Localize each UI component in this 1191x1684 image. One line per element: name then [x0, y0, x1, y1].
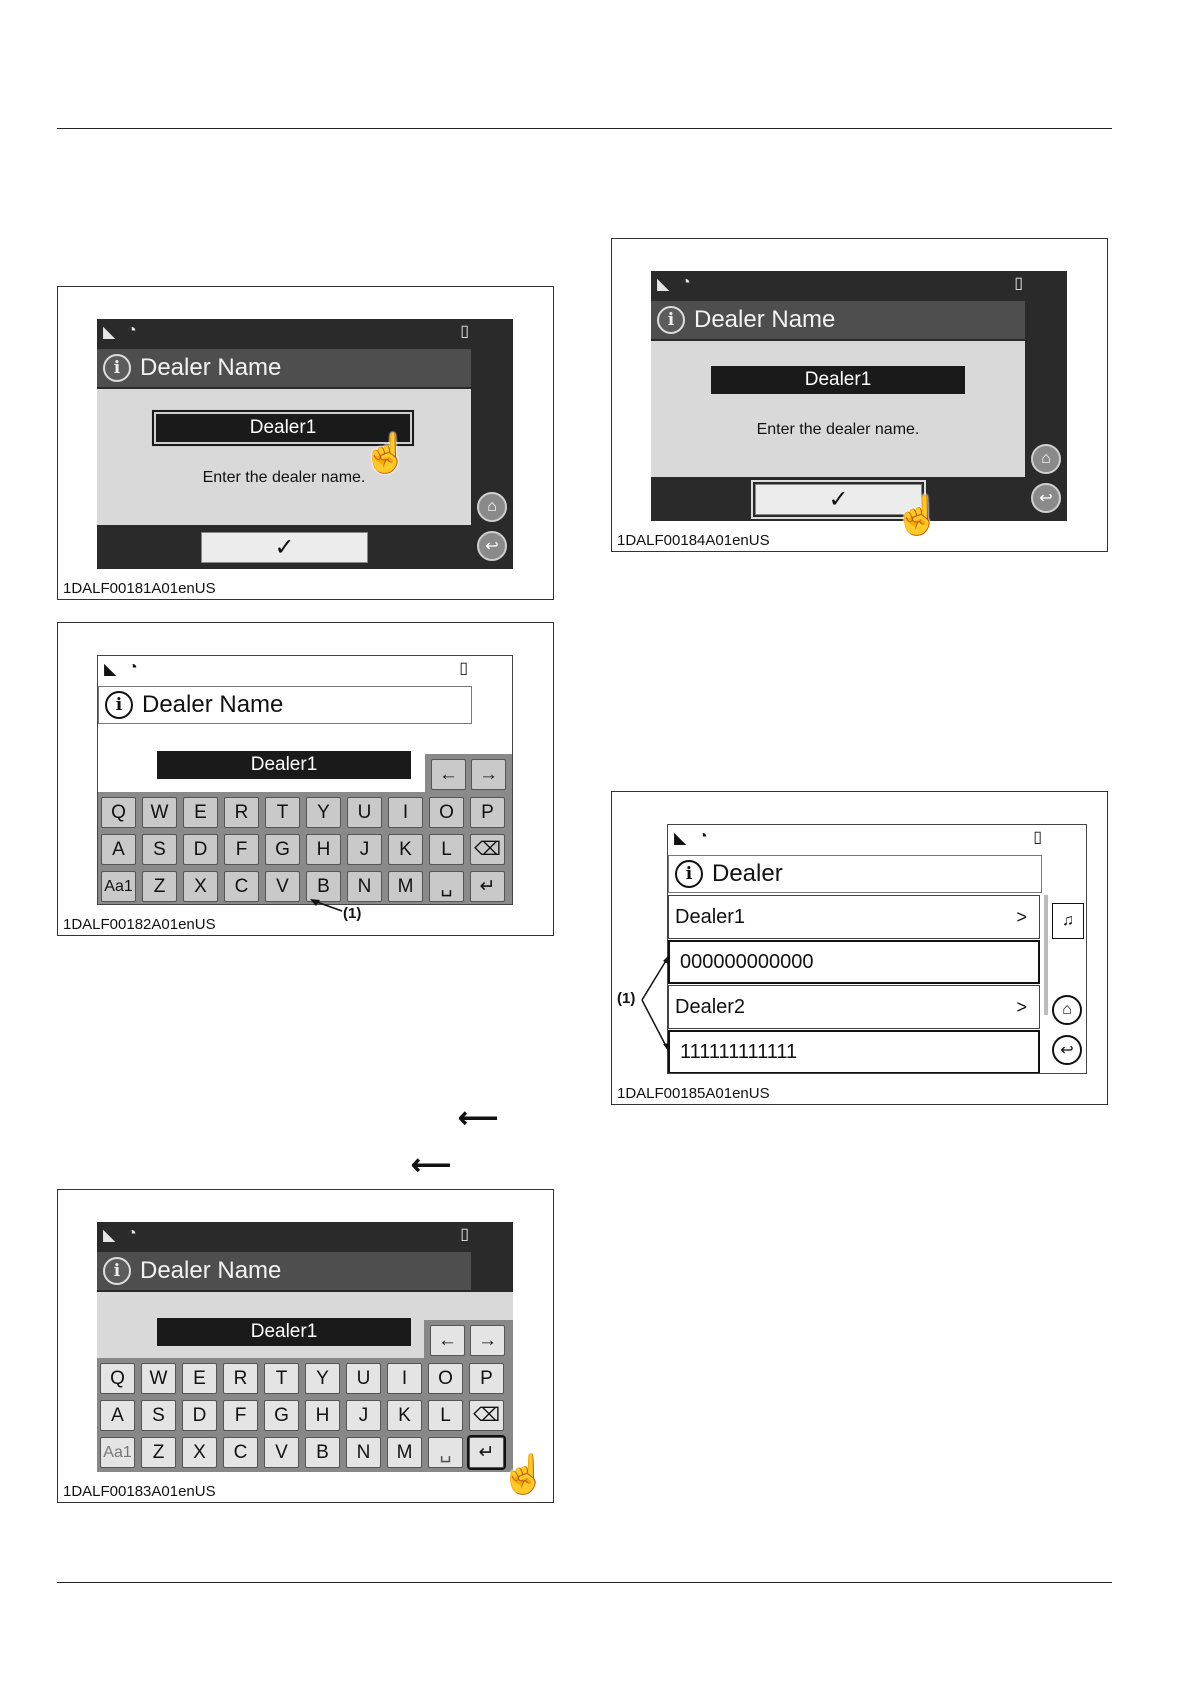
callout-leaders: [612, 792, 1109, 1106]
dealer-name-field[interactable]: Dealer1: [711, 366, 965, 394]
speedometer-icon: ◔: [127, 1225, 137, 1242]
key-1-7[interactable]: U: [347, 797, 382, 828]
key-2-7[interactable]: J: [347, 834, 382, 865]
key-3-8[interactable]: M: [387, 1437, 422, 1468]
key-3-8[interactable]: M: [388, 871, 423, 902]
key-2-1[interactable]: A: [101, 834, 136, 865]
info-icon[interactable]: i: [105, 691, 133, 719]
key-3-9[interactable]: ␣: [428, 1437, 463, 1468]
screen-181: [97, 319, 513, 569]
home-button[interactable]: ⌂: [1052, 995, 1082, 1025]
key-1-4[interactable]: R: [223, 1363, 258, 1394]
key-3-3[interactable]: X: [182, 1437, 217, 1468]
figure-184: [611, 238, 1108, 552]
status-bar: [97, 1222, 513, 1252]
battery-icon: ▯: [460, 323, 469, 340]
figure-181: [57, 286, 554, 600]
key-1-9[interactable]: O: [428, 1363, 463, 1394]
speedometer-icon: ◔: [681, 274, 691, 291]
turtle-icon: ◣: [103, 1227, 116, 1244]
key-3-9[interactable]: ␣: [429, 871, 464, 902]
key-1-6[interactable]: Y: [305, 1363, 340, 1394]
key-3-1[interactable]: Aa1: [101, 871, 136, 902]
figure-caption: 1DALF00183A01enUS: [63, 1483, 216, 1500]
key-2-8[interactable]: K: [388, 834, 423, 865]
key-2-2[interactable]: S: [142, 834, 177, 865]
figure-182: [57, 622, 554, 936]
sound-icon: ♫: [1062, 912, 1074, 929]
speedometer-icon: ◔: [698, 828, 708, 845]
cursor-left-key[interactable]: ←: [430, 1325, 465, 1356]
page-title: Dealer Name: [142, 691, 284, 718]
screen-184: [651, 271, 1067, 521]
key-2-6[interactable]: H: [306, 834, 341, 865]
row-label: Dealer2: [675, 995, 746, 1018]
figure-caption: 1DALF00182A01enUS: [63, 916, 216, 933]
cursor-right-key[interactable]: →: [470, 1325, 505, 1356]
key-1-3[interactable]: E: [183, 797, 218, 828]
row-label: 000000000000: [680, 950, 814, 973]
row-label: 111111111111: [680, 1040, 798, 1063]
key-2-10[interactable]: ⌫: [470, 834, 505, 865]
chevron-right-icon: >: [1016, 996, 1027, 1017]
key-2-9[interactable]: L: [429, 834, 464, 865]
turtle-icon: ◣: [657, 276, 670, 293]
key-1-7[interactable]: U: [346, 1363, 381, 1394]
dealer-name-field[interactable]: Dealer1: [157, 751, 411, 779]
key-2-9[interactable]: L: [428, 1400, 463, 1431]
content-area: [97, 389, 471, 525]
cursor-right-key[interactable]: →: [471, 759, 506, 790]
turtle-icon: ◣: [103, 324, 116, 341]
key-1-8[interactable]: I: [388, 797, 423, 828]
page-title: Dealer Name: [140, 354, 282, 381]
key-1-10[interactable]: P: [470, 797, 505, 828]
key-1-1[interactable]: Q: [100, 1363, 135, 1394]
info-icon[interactable]: i: [675, 860, 703, 888]
turtle-icon: ◣: [104, 661, 117, 678]
ok-button[interactable]: ✓: [755, 484, 922, 515]
enter-symbol-a: ⟵: [458, 1102, 499, 1133]
key-1-4[interactable]: R: [224, 797, 259, 828]
home-button[interactable]: ⌂: [1031, 444, 1061, 474]
figure-183: [57, 1189, 554, 1503]
hand-pointer-icon: ☝: [362, 433, 410, 475]
home-button[interactable]: ⌂: [477, 492, 507, 522]
key-1-8[interactable]: I: [387, 1363, 422, 1394]
key-2-4[interactable]: F: [223, 1400, 258, 1431]
page-title: Dealer Name: [694, 306, 836, 333]
key-3-1[interactable]: Aa1: [100, 1437, 135, 1468]
turtle-icon: ◣: [674, 830, 687, 847]
battery-icon: ▯: [1014, 275, 1023, 292]
key-2-7[interactable]: J: [346, 1400, 381, 1431]
callout-leader: [58, 623, 555, 937]
battery-icon: ▯: [460, 1226, 469, 1243]
key-1-5[interactable]: T: [265, 797, 300, 828]
key-2-6[interactable]: H: [305, 1400, 340, 1431]
key-1-2[interactable]: W: [141, 1363, 176, 1394]
title-bar: [651, 301, 1025, 339]
key-3-2[interactable]: Z: [142, 871, 177, 902]
key-2-3[interactable]: D: [183, 834, 218, 865]
key-3-7[interactable]: N: [347, 871, 382, 902]
dealer-name-field[interactable]: Dealer1: [157, 1318, 411, 1346]
key-3-10[interactable]: ↵: [469, 1437, 504, 1468]
key-2-5[interactable]: G: [264, 1400, 299, 1431]
key-2-5[interactable]: G: [265, 834, 300, 865]
page-title: Dealer Name: [140, 1257, 282, 1284]
callout-label: (1): [617, 990, 636, 1007]
on-screen-keyboard: [97, 1320, 513, 1472]
key-3-4[interactable]: C: [223, 1437, 258, 1468]
enter-symbol-b: ⟵: [411, 1149, 452, 1180]
back-button[interactable]: ↩: [1031, 483, 1061, 513]
key-3-6[interactable]: B: [306, 871, 341, 902]
ok-button[interactable]: ✓: [201, 532, 368, 563]
figure-caption: 1DALF00184A01enUS: [617, 532, 770, 549]
hand-pointer-icon: ☝: [500, 1454, 548, 1496]
page-title: Dealer: [712, 860, 783, 887]
key-2-3[interactable]: D: [182, 1400, 217, 1431]
figure-caption: 1DALF00181A01enUS: [63, 580, 216, 597]
cursor-left-key[interactable]: ←: [431, 759, 466, 790]
key-3-7[interactable]: N: [346, 1437, 381, 1468]
speedometer-icon: ◔: [128, 659, 138, 676]
title-bar: [97, 1252, 471, 1290]
key-3-5[interactable]: V: [265, 871, 300, 902]
back-button[interactable]: ↩: [477, 531, 507, 561]
figure-185: [611, 791, 1108, 1105]
bottom-rule: [57, 1582, 1112, 1583]
key-2-8[interactable]: K: [387, 1400, 422, 1431]
title-bar: [97, 349, 471, 387]
row-label: Dealer1: [675, 905, 746, 928]
key-3-3[interactable]: X: [183, 871, 218, 902]
key-3-6[interactable]: B: [305, 1437, 340, 1468]
info-icon[interactable]: i: [103, 354, 131, 382]
key-2-1[interactable]: A: [100, 1400, 135, 1431]
back-button[interactable]: ↩: [1052, 1035, 1082, 1065]
hand-pointer-icon: ☝: [894, 495, 942, 537]
key-3-5[interactable]: V: [264, 1437, 299, 1468]
key-3-2[interactable]: Z: [141, 1437, 176, 1468]
key-1-3[interactable]: E: [182, 1363, 217, 1394]
top-rule: [57, 128, 1112, 129]
key-2-2[interactable]: S: [141, 1400, 176, 1431]
instruction-text: Enter the dealer name.: [756, 421, 920, 438]
dealer-name-field[interactable]: Dealer1: [156, 414, 410, 442]
status-bar: [97, 319, 513, 349]
battery-icon: ▯: [1033, 829, 1042, 846]
figure-caption: 1DALF00185A01enUS: [617, 1085, 770, 1102]
key-1-9[interactable]: O: [429, 797, 464, 828]
battery-icon: ▯: [459, 660, 468, 677]
key-1-2[interactable]: W: [142, 797, 177, 828]
info-icon[interactable]: i: [103, 1257, 131, 1285]
info-icon[interactable]: i: [657, 306, 685, 334]
key-3-10[interactable]: ↵: [470, 871, 505, 902]
content-area: [651, 341, 1025, 477]
key-1-10[interactable]: P: [469, 1363, 504, 1394]
key-1-6[interactable]: Y: [306, 797, 341, 828]
key-2-10[interactable]: ⌫: [469, 1400, 504, 1431]
instruction-text: Enter the dealer name.: [202, 469, 366, 486]
status-bar: [651, 271, 1067, 301]
screen-183: [97, 1222, 513, 1472]
key-1-1[interactable]: Q: [101, 797, 136, 828]
speedometer-icon: ◔: [127, 322, 137, 339]
callout-label: (1): [343, 905, 362, 922]
key-2-4[interactable]: F: [224, 834, 259, 865]
key-3-4[interactable]: C: [224, 871, 259, 902]
key-1-5[interactable]: T: [264, 1363, 299, 1394]
chevron-right-icon: >: [1016, 906, 1027, 927]
